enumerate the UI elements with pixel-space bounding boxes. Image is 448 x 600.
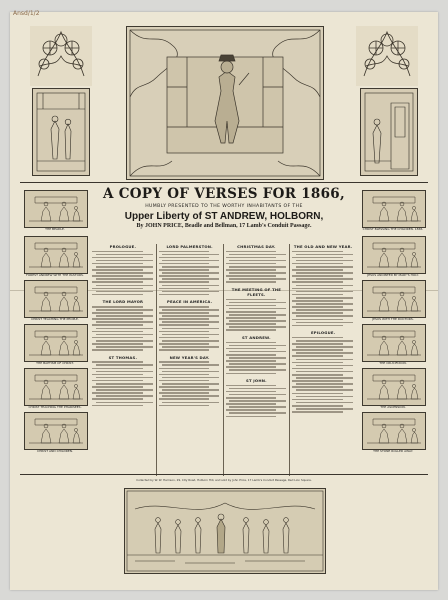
verse-text-line xyxy=(226,311,277,313)
verse-text-line xyxy=(92,392,143,394)
verse-text-line xyxy=(159,269,210,271)
verse-text-line xyxy=(162,321,219,323)
verse-text-line xyxy=(92,331,143,333)
verse-text-line xyxy=(159,380,210,382)
verse-text-line xyxy=(92,349,143,351)
verse-text-line xyxy=(296,266,353,268)
verse-text-line xyxy=(226,409,277,411)
verse-text-line xyxy=(92,257,143,259)
verse-text-line xyxy=(96,364,153,366)
verse-text-line xyxy=(296,272,353,274)
verse-text-line xyxy=(96,266,153,268)
document-title: A COPY OF VERSES FOR 1866, xyxy=(102,186,346,202)
verse-text-line xyxy=(92,343,143,345)
verse-text-line xyxy=(296,352,353,354)
verse-text-line xyxy=(292,411,343,413)
verse-column xyxy=(223,244,290,476)
verse-text-line xyxy=(296,322,353,324)
verse-section xyxy=(292,330,354,412)
verse-heading: ST ANDREW. xyxy=(241,335,271,341)
verse-section xyxy=(92,355,154,406)
verse-text-line xyxy=(96,315,153,317)
left-vignette-caption: CHRIST TEACHING THE PEOPLE. xyxy=(31,317,79,321)
right-vignette-caption: JESUS ANOINTED BY MARY'S HOLY. xyxy=(367,273,419,277)
verse-text-line xyxy=(292,312,343,314)
verse-text-line xyxy=(162,309,219,311)
verse-text-line xyxy=(162,346,219,348)
verse-text-line xyxy=(229,388,286,390)
verse-text-line xyxy=(96,377,153,379)
verse-text-line xyxy=(296,402,353,404)
verse-heading: LORD PALMERSTON. xyxy=(166,244,213,249)
verse-text-line xyxy=(159,392,210,394)
vignette-doorway-scene xyxy=(360,88,418,176)
verse-text-line xyxy=(296,254,353,256)
verse-text-line xyxy=(296,396,353,398)
verse-text-line xyxy=(162,402,219,404)
verse-text-line xyxy=(229,363,286,365)
verse-text-line xyxy=(226,299,277,301)
verse-text-line xyxy=(92,318,143,320)
verse-text-line xyxy=(296,291,353,293)
verse-text-line xyxy=(96,383,153,385)
verse-text-line xyxy=(162,377,219,379)
verse-column xyxy=(90,244,156,476)
verse-text-line xyxy=(292,343,343,345)
verse-text-line xyxy=(159,331,210,333)
header-engraving-beadle xyxy=(126,26,324,180)
verse-text-line xyxy=(159,251,210,253)
verse-text-line xyxy=(159,288,210,290)
verse-text-line xyxy=(226,416,277,418)
verse-text-line xyxy=(229,345,286,347)
verse-text-line xyxy=(162,260,219,262)
verse-text-line xyxy=(296,371,353,373)
verse-section xyxy=(159,355,221,406)
verse-text-line xyxy=(226,275,277,277)
verse-text-line xyxy=(92,374,143,376)
verse-text-line xyxy=(96,371,153,373)
verse-text-line xyxy=(296,315,353,317)
verse-text-line xyxy=(296,340,353,342)
verse-text-line xyxy=(296,408,353,410)
verse-text-line xyxy=(226,342,277,344)
verse-text-line xyxy=(96,321,153,323)
left-vignette-caption: FOREST ANDREW WITH THE PASTORS. xyxy=(26,273,84,277)
verse-text-line xyxy=(159,398,210,400)
verse-section xyxy=(159,299,221,350)
verse-text-line xyxy=(159,275,210,277)
verse-text-line xyxy=(226,305,277,307)
verse-text-line xyxy=(296,389,353,391)
verse-text-line xyxy=(162,278,219,280)
right-vignette-1 xyxy=(362,190,426,228)
floral-vignette-right xyxy=(356,26,418,86)
left-vignette-caption: THE BEADLE. xyxy=(45,227,65,231)
verse-text-line xyxy=(292,362,343,364)
verse-text-line xyxy=(229,278,286,280)
verse-heading: THE MEETING OF THE FLEETS. xyxy=(231,287,282,298)
verse-text-line xyxy=(229,400,286,402)
verse-text-line xyxy=(162,291,219,293)
verse-columns xyxy=(90,244,356,476)
verse-text-line xyxy=(159,318,210,320)
verse-heading: CHRISTMAS DAY. xyxy=(237,244,276,249)
verse-heading: THE OLD AND NEW YEAR. xyxy=(293,244,353,249)
verse-text-line xyxy=(92,386,143,388)
document-subtitle: HUMBLY PRESENTED TO THE WORTHY INHABITANTS OF THE xyxy=(145,204,303,209)
verse-column xyxy=(156,244,223,476)
verse-section xyxy=(226,244,288,283)
verse-text-line xyxy=(92,361,143,363)
verse-heading: PEACE IN AMERICA. xyxy=(167,299,213,305)
verse-text-line xyxy=(226,257,277,259)
verse-text-line xyxy=(292,368,343,370)
verse-text-line xyxy=(96,260,153,262)
verse-text-line xyxy=(292,269,343,271)
verse-text-line xyxy=(229,351,286,353)
verse-text-line xyxy=(96,328,153,330)
verse-text-line xyxy=(96,402,153,404)
verse-text-line xyxy=(162,389,219,391)
verse-text-line xyxy=(96,291,153,293)
verse-section xyxy=(292,244,354,326)
verse-text-line xyxy=(292,325,343,327)
verse-text-line xyxy=(92,368,143,370)
verse-text-line xyxy=(226,323,277,325)
verse-text-line xyxy=(229,308,286,310)
verse-text-line xyxy=(292,405,343,407)
left-vignette-4 xyxy=(24,324,88,362)
archive-note: Ansd/1/2 xyxy=(13,10,40,17)
verse-text-line xyxy=(292,355,343,357)
verse-text-line xyxy=(229,302,286,304)
bottom-engraving-procession xyxy=(124,488,326,574)
verse-text-line xyxy=(159,386,210,388)
verse-text-line xyxy=(162,285,219,287)
verse-text-line xyxy=(96,285,153,287)
verse-heading: NEW YEAR'S DAY. xyxy=(169,354,210,360)
verse-text-line xyxy=(92,380,143,382)
verse-text-line xyxy=(96,395,153,397)
verse-text-line xyxy=(229,394,286,396)
verse-text-line xyxy=(229,369,286,371)
left-vignette-3 xyxy=(24,280,88,318)
right-vignette-caption: THE ASCENSION. xyxy=(380,405,406,409)
verse-text-line xyxy=(229,320,286,322)
left-vignette-2 xyxy=(24,236,88,274)
verse-text-line xyxy=(226,251,277,253)
right-vignette-2 xyxy=(362,236,426,274)
verse-text-line xyxy=(162,254,219,256)
verse-heading: PROLOGUE. xyxy=(109,244,137,249)
verse-text-line xyxy=(159,263,210,265)
verse-text-line xyxy=(159,337,210,339)
left-vignette-caption: CHRIST TEACHING THE PHARISEES. xyxy=(28,405,82,409)
verse-text-line xyxy=(292,399,343,401)
verse-text-line xyxy=(226,385,277,387)
verse-text-line xyxy=(292,386,343,388)
verse-text-line xyxy=(292,337,343,339)
verse-text-line xyxy=(292,349,343,351)
verse-text-line xyxy=(96,309,153,311)
verse-text-line xyxy=(162,266,219,268)
verse-text-line xyxy=(162,364,219,366)
verse-text-line xyxy=(92,324,143,326)
verse-section xyxy=(92,299,154,350)
verse-text-line xyxy=(226,360,277,362)
printer-imprint: Collected by W. W. Harrison, 29, City Road, Holborn Hill, and sold by John Price, 17 Lamb's Conduit Passage, Red Lion Square. xyxy=(136,478,312,482)
verse-text-line xyxy=(226,317,277,319)
verse-heading: THE LORD MAYOR xyxy=(102,299,144,305)
verse-text-line xyxy=(292,319,343,321)
verse-text-line xyxy=(226,373,277,375)
verse-text-line xyxy=(296,260,353,262)
verse-text-line xyxy=(226,269,277,271)
verse-text-line xyxy=(296,297,353,299)
verse-text-line xyxy=(292,251,343,253)
verse-text-line xyxy=(229,406,286,408)
verse-text-line xyxy=(96,340,153,342)
verse-text-line xyxy=(229,326,286,328)
verse-heading: EPILOGUE. xyxy=(310,330,336,336)
verse-text-line xyxy=(226,348,277,350)
verse-text-line xyxy=(162,334,219,336)
verse-text-line xyxy=(159,324,210,326)
verse-text-line xyxy=(296,383,353,385)
verse-text-line xyxy=(292,393,343,395)
verse-text-line xyxy=(226,366,277,368)
left-vignette-5 xyxy=(24,368,88,406)
verse-text-line xyxy=(296,285,353,287)
verse-text-line xyxy=(292,257,343,259)
verse-text-line xyxy=(159,281,210,283)
verse-text-line xyxy=(296,278,353,280)
verse-column xyxy=(289,244,356,476)
parish-name: Upper Liberty of ST ANDREW, HOLBORN, xyxy=(124,211,324,222)
verse-text-line xyxy=(292,281,343,283)
verse-text-line xyxy=(226,329,277,331)
verse-text-line xyxy=(226,403,277,405)
verse-text-line xyxy=(159,405,210,407)
verse-text-line xyxy=(162,315,219,317)
verse-text-line xyxy=(292,263,343,265)
verse-text-line xyxy=(159,374,210,376)
right-vignette-caption: THE STONE ROLLED AWAY. xyxy=(373,449,413,453)
left-vignette-caption: CHRIST AND CHILDREN. xyxy=(37,449,73,453)
verse-text-line xyxy=(92,405,143,407)
verse-text-line xyxy=(229,357,286,359)
verse-text-line xyxy=(292,300,343,302)
verse-text-line xyxy=(162,340,219,342)
right-vignette-caption: THE CRUCIFIXION. xyxy=(379,361,407,365)
verse-text-line xyxy=(96,272,153,274)
verse-section xyxy=(92,244,154,295)
verse-text-line xyxy=(296,303,353,305)
verse-text-line xyxy=(92,306,143,308)
verse-text-line xyxy=(162,395,219,397)
verse-text-line xyxy=(226,281,277,283)
verse-text-line xyxy=(296,309,353,311)
right-vignette-caption: JESUS WITH THE DOCTORS. xyxy=(372,317,414,321)
verse-section xyxy=(159,244,221,295)
verse-text-line xyxy=(159,306,210,308)
verse-text-line xyxy=(159,294,210,296)
left-vignette-caption: THE BAPTISM OF CHRIST. xyxy=(36,361,74,365)
verse-text-line xyxy=(292,288,343,290)
verse-text-line xyxy=(296,365,353,367)
footer-rule xyxy=(20,474,428,475)
verse-text-line xyxy=(92,251,143,253)
left-vignette-6 xyxy=(24,412,88,450)
verse-text-line xyxy=(226,263,277,265)
verse-text-line xyxy=(229,412,286,414)
left-vignette-1 xyxy=(24,190,88,228)
floral-vignette-left xyxy=(30,26,92,86)
verse-heading: ST JOHN. xyxy=(246,378,267,384)
right-vignette-6 xyxy=(362,412,426,450)
verse-text-line xyxy=(92,312,143,314)
right-vignette-5 xyxy=(362,368,426,406)
verse-text-line xyxy=(92,294,143,296)
verse-text-line xyxy=(292,380,343,382)
verse-text-line xyxy=(296,346,353,348)
verse-text-line xyxy=(92,281,143,283)
verse-text-line xyxy=(92,275,143,277)
author-line: By JOHN PRICE, Beadle and Bellman, 17 Lamb's Conduit Passage. xyxy=(136,223,312,229)
verse-text-line xyxy=(159,257,210,259)
verse-text-line xyxy=(226,391,277,393)
verse-text-line xyxy=(96,334,153,336)
verse-text-line xyxy=(96,346,153,348)
verse-text-line xyxy=(159,368,210,370)
verse-text-line xyxy=(162,371,219,373)
verse-text-line xyxy=(162,328,219,330)
verse-text-line xyxy=(162,272,219,274)
verse-text-line xyxy=(292,306,343,308)
verse-heading: ST THOMAS. xyxy=(108,354,138,360)
verse-text-line xyxy=(92,269,143,271)
verses-header xyxy=(74,186,374,229)
verse-text-line xyxy=(229,266,286,268)
verse-text-line xyxy=(92,337,143,339)
verse-text-line xyxy=(92,263,143,265)
vignette-beadle-scene xyxy=(32,88,90,176)
right-vignette-4 xyxy=(362,324,426,362)
verse-text-line xyxy=(229,272,286,274)
verse-text-line xyxy=(226,397,277,399)
verse-text-line xyxy=(92,398,143,400)
verse-text-line xyxy=(96,278,153,280)
verse-text-line xyxy=(159,343,210,345)
verse-text-line xyxy=(296,377,353,379)
header-top-rule xyxy=(20,182,428,183)
right-vignette-3 xyxy=(362,280,426,318)
verse-text-line xyxy=(229,314,286,316)
verse-text-line xyxy=(292,294,343,296)
verse-text-line xyxy=(96,389,153,391)
verse-text-line xyxy=(92,288,143,290)
verse-text-line xyxy=(159,312,210,314)
verse-section xyxy=(226,287,288,331)
verse-text-line xyxy=(226,354,277,356)
verse-section xyxy=(226,335,288,374)
verse-text-line xyxy=(292,374,343,376)
verse-text-line xyxy=(162,383,219,385)
verse-text-line xyxy=(229,260,286,262)
right-vignette-caption: CHRIST BLESSING THE CHILDREN. 1865. xyxy=(362,227,424,231)
verse-text-line xyxy=(159,349,210,351)
verse-text-line xyxy=(159,361,210,363)
verse-section xyxy=(226,378,288,417)
verse-text-line xyxy=(229,254,286,256)
verse-text-line xyxy=(292,275,343,277)
verse-text-line xyxy=(96,254,153,256)
verse-text-line xyxy=(296,359,353,361)
